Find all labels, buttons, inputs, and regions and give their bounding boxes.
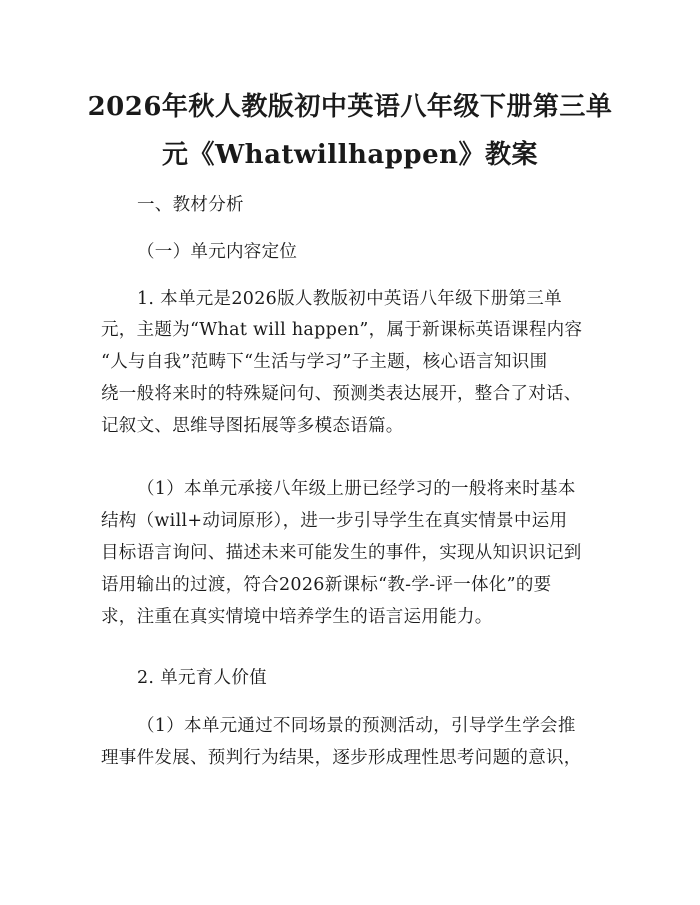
document-title-line-1: 2026年秋人教版初中英语八年级下册第三单 [87,92,613,122]
paragraph-3-line: 理事件发展、预判行为结果，逐步形成理性思考问题的意识， [101,748,582,768]
paragraph-2-line: 语用输出的过渡，符合2026新课标“教-学-评一体化”的要 [101,575,552,595]
subsection-heading-unit-positioning: （一）单元内容定位 [137,242,298,262]
paragraph-2-line: 目标语言询问、描述未来可能发生的事件，实现从知识识记到 [101,543,582,563]
document-title-line-2: 元《Whatwillhappen》教案 [161,140,539,170]
paragraph-1-line: 绕一般将来时的特殊疑问句、预测类表达展开，整合了对话、 [101,384,582,404]
paragraph-3-first-line: （1）本单元通过不同场景的预测活动，引导学生学会推 [137,716,576,736]
section-heading-teaching-material-analysis: 一、教材分析 [137,195,244,215]
item-heading-educational-value: 2. 单元育人价值 [137,668,267,688]
paragraph-2-first-line: （1）本单元承接八年级上册已经学习的一般将来时基本 [137,479,576,499]
paragraph-1-line: “人与自我”范畴下“生活与学习”子主题，核心语言知识围 [101,352,548,372]
paragraph-1-first-line: 1. 本单元是2026版人教版初中英语八年级下册第三单 [137,289,562,309]
paragraph-1-line: 记叙文、思维导图拓展等多模态语篇。 [101,416,404,436]
paragraph-2-line: 结构（will+动词原形），进一步引导学生在真实情景中运用 [101,511,568,531]
paragraph-1-line: 元，主题为“What will happen”，属于新课标英语课程内容 [101,320,583,340]
paragraph-2-line: 求，注重在真实情境中培养学生的语言运用能力。 [101,607,493,627]
